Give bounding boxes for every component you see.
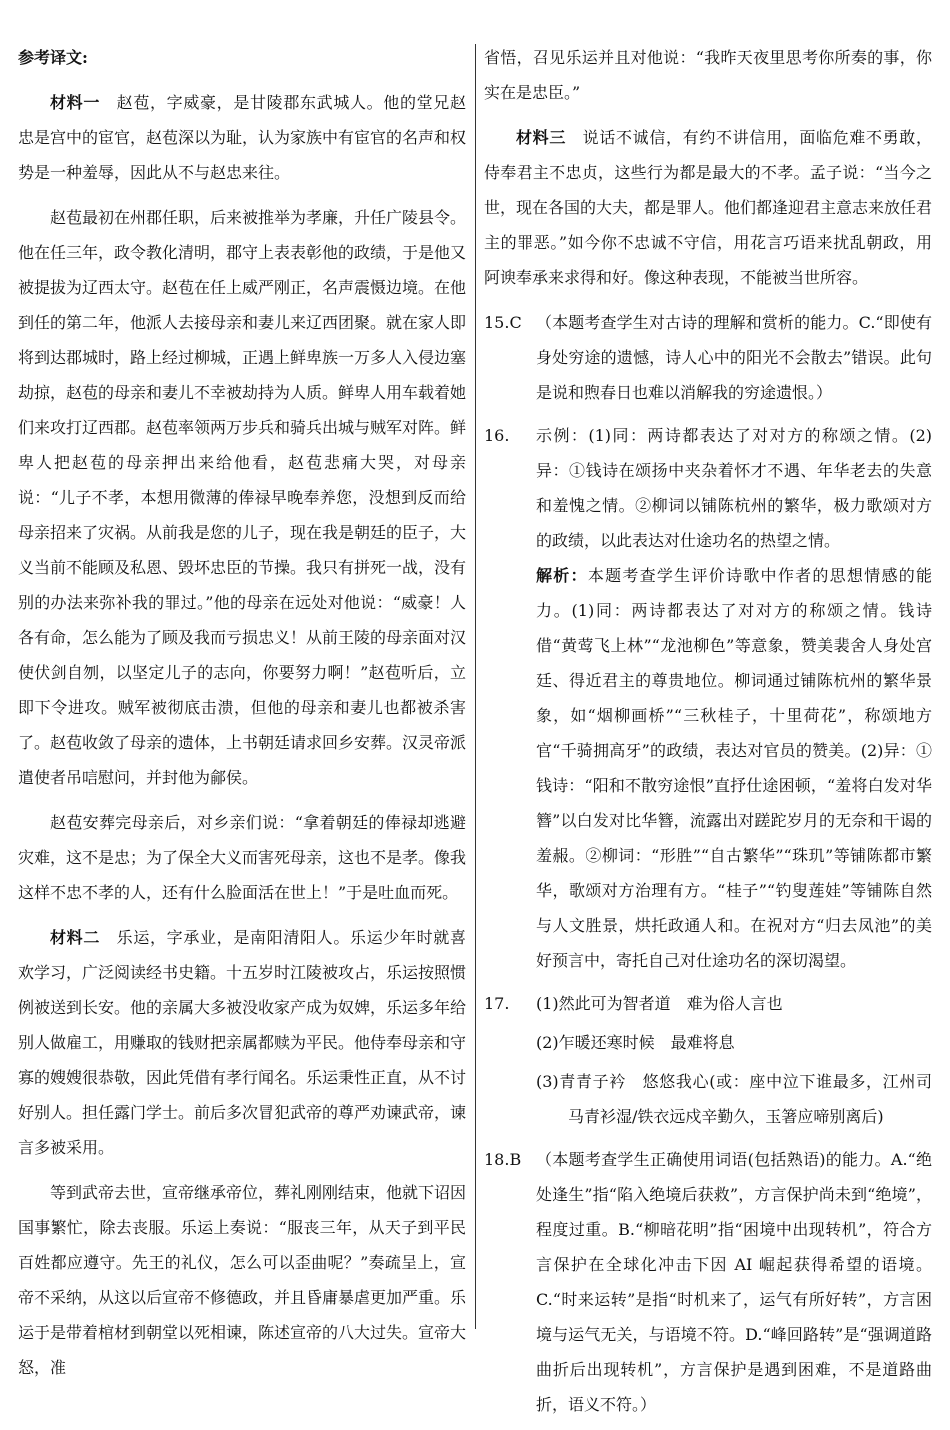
material-one-paragraph-3: 赵苞安葬完母亲后，对乡亲们说：“拿着朝廷的俸禄却逃避灾难，这不是忠；为了保全大义而害死母亲，这也不是孝。像我这样不忠不孝的人，还有什么脸面活在世上！”于是吐血而死。 (18, 813, 467, 902)
left-column (18, 40, 466, 1395)
column-divider (475, 44, 476, 1329)
material-one-text-1: 赵苞，字威豪，是甘陵郡东武城人。他的堂兄赵忠是宫中的宦官，赵苞深以为耻，认为家族中有宦官的名声和权势是一种羞辱，因此从不与赵忠来往。 (18, 93, 467, 182)
material-two-continuation: 省悟，召见乐运并且对他说：“我昨天夜里思考你所奏的事，你实在是忠臣。” (484, 48, 932, 102)
answer-18-text: （本题考查学生正确使用词语(包括熟语)的能力。A.“绝处逢生”指“陷入绝境后获救”，方言保护尚未到“绝境”，程度过重。B.“柳暗花明”指“困境中出现转机”，符合方言保护在全球化冲击下因 AI 崛起获得希望的语境。C.“时来运转”是指“时机来了，运气有所好转”，方言困境与运气无关，与语境不符。D.“峰回路转”是“强调道路曲折后出现转机”，方言保护是遇到困难，不是道路曲折，语义不符。） (536, 1150, 932, 1414)
answer-18-number: 18.B (484, 1150, 522, 1169)
material-three-text: 说话不诚信，有约不讲信用，面临危难不勇敢，侍奉君主不忠贞，这些行为都是最大的不孝。孟子说：“当今之世，现在各国的大夫，都是罪人。他们都逢迎君主意志来放任君主的罪恶。”如今你不忠诚不守信，用花言巧语来扰乱朝政，用阿谀奉承来求得和好。像这种表现，不能被当世所容。 (484, 128, 933, 287)
answer-16 (484, 418, 932, 978)
material-three-paragraph (484, 120, 932, 295)
answer-16-number: 16. (484, 426, 510, 445)
answer-15-text: （本题考查学生对古诗的理解和赏析的能力。C.“即使有身处穷途的遗憾，诗人心中的阳光不会散去”错误。此句是说和煦春日也难以消解我的穷途遗恨。） (536, 313, 932, 402)
analysis-label: 解析： (536, 566, 588, 585)
analysis-text: 本题考查学生评价诗歌中作者的思想情感的能力。(1)同：两诗都表达了对对方的称颂之情。钱诗借“黄莺飞上林”“龙池柳色”等意象，赞美裴舍人身处宫廷、得近君主的尊贵地位。柳词通过铺陈杭州的繁华景象，如“烟柳画桥”“三秋桂子，十里荷花”，称颂地方官“千骑拥高牙”的政绩，表达对官员的赞美。(2)异：①钱诗：“阳和不散穷途恨”直抒仕途困顿，“羞将白发对华簪”以白发对比华簪，流露出对蹉跎岁月的无奈和干谒的羞赧。②柳词：“形胜”“自古繁华”“珠玑”等铺陈都市繁华，歌颂对方治理有方。“桂子”“钓叟莲娃”等铺陈自然与人文胜景，烘托政通人和。在祝对方“归去凤池”的美好预言中，寄托自己对仕途功名的深切渴望。 (536, 566, 932, 970)
answer-16-analysis (536, 558, 932, 978)
material-two-paragraph-2: 等到武帝去世，宣帝继承帝位，葬礼刚刚结束，他就下诏因国事繁忙，除去丧服。乐运上奏说：“服丧三年，从天子到平民百姓都应遵守。先王的礼仪，怎么可以歪曲呢？”奏疏呈上，宣帝不采纳，从这以后宣帝不修德政，并且昏庸暴虐更加严重。乐运于是带着棺材到朝堂以死相谏，陈述宣帝的八大过失。宣帝大怒，准 (18, 1183, 467, 1377)
material-one-paragraph-1 (18, 85, 466, 190)
answer-16-text: 示例：(1)同：两诗都表达了对对方的称颂之情。(2)异：①钱诗在颂扬中夹杂着怀才不遇、年华老去的失意和羞愧之情。②柳词以铺陈杭州的繁华，极力歌颂对方的政绩，以此表达对仕途功名的热望之情。 (536, 426, 932, 550)
answer-17-number: 17. (484, 994, 510, 1013)
answer-17-item: (2)乍暖还寒时候 最难将息 (536, 1033, 735, 1052)
material-one-label: 材料一 (50, 93, 100, 112)
reference-translation-heading: 参考译文: (18, 48, 88, 67)
right-column (484, 40, 932, 1430)
answer-17 (484, 986, 932, 1134)
answer-17-item: (1)然此可为智者道 难为俗人言也 (536, 994, 783, 1013)
material-two-paragraph-1 (18, 920, 466, 1165)
material-one-paragraph-2: 赵苞最初在州郡任职，后来被推举为孝廉，升任广陵县令。他在任三年，政令教化清明，郡守上表表彰他的政绩，于是他又被提拔为辽西太守。赵苞在任上威严刚正，名声震慑边境。在他到任的第二年，他派人去接母亲和妻儿来辽西团聚。就在家人即将到达郡城时，路上经过柳城，正遇上鲜卑族一万多人入侵边塞劫掠，赵苞的母亲和妻儿不幸被劫持为人质。鲜卑人用车载着她们来攻打辽西郡。赵苞率领两万步兵和骑兵出城与贼军对阵。鲜卑人把赵苞的母亲押出来给他看，赵苞悲痛大哭，对母亲说：“儿子不孝，本想用微薄的俸禄早晚奉养您，没想到反而给母亲招来了灾祸。从前我是您的儿子，现在我是朝廷的臣子，大义当前不能顾及私恩、毁坏忠臣的节操。我只有拼死一战，没有别的办法来弥补我的罪过。”他的母亲在远处对他说：“威豪！人各有命，怎么能为了顾及我而亏损忠义！从前王陵的母亲面对汉使伏剑自刎，以坚定儿子的志向，你要努力啊！”赵苞听后，立即下令进攻。贼军被彻底击溃，但他的母亲和妻儿也都被杀害了。赵苞收敛了母亲的遗体，上书朝廷请求回乡安葬。汉灵帝派遣使者吊唁慰问，并封他为鄃侯。 (18, 208, 467, 787)
material-two-label: 材料二 (50, 928, 100, 947)
answer-17-item: (3)青青子衿 悠悠我心(或：座中泣下谁最多，江州司马青衫湿/铁衣远戍辛勤久，玉箸应啼别离后) (536, 1072, 932, 1126)
material-two-text-1: 乐运，字承业，是南阳清阳人。乐运少年时就喜欢学习，广泛阅读经书史籍。十五岁时江陵被攻占，乐运按照惯例被送到长安。他的亲属大多被没收家产成为奴婢，乐运多年给别人做雇工，用赚取的钱财把亲属都赎为平民。他侍奉母亲和守寡的嫂嫂很恭敬，因此凭借有孝行闻名。乐运秉性正直，从不讨好别人。担任露门学士。前后多次冒犯武帝的尊严劝谏武帝，谏言多被采用。 (18, 928, 467, 1157)
answer-15 (484, 305, 932, 410)
material-three-label: 材料三 (516, 128, 566, 147)
answer-15-number: 15.C (484, 313, 522, 332)
answer-18 (484, 1142, 932, 1422)
